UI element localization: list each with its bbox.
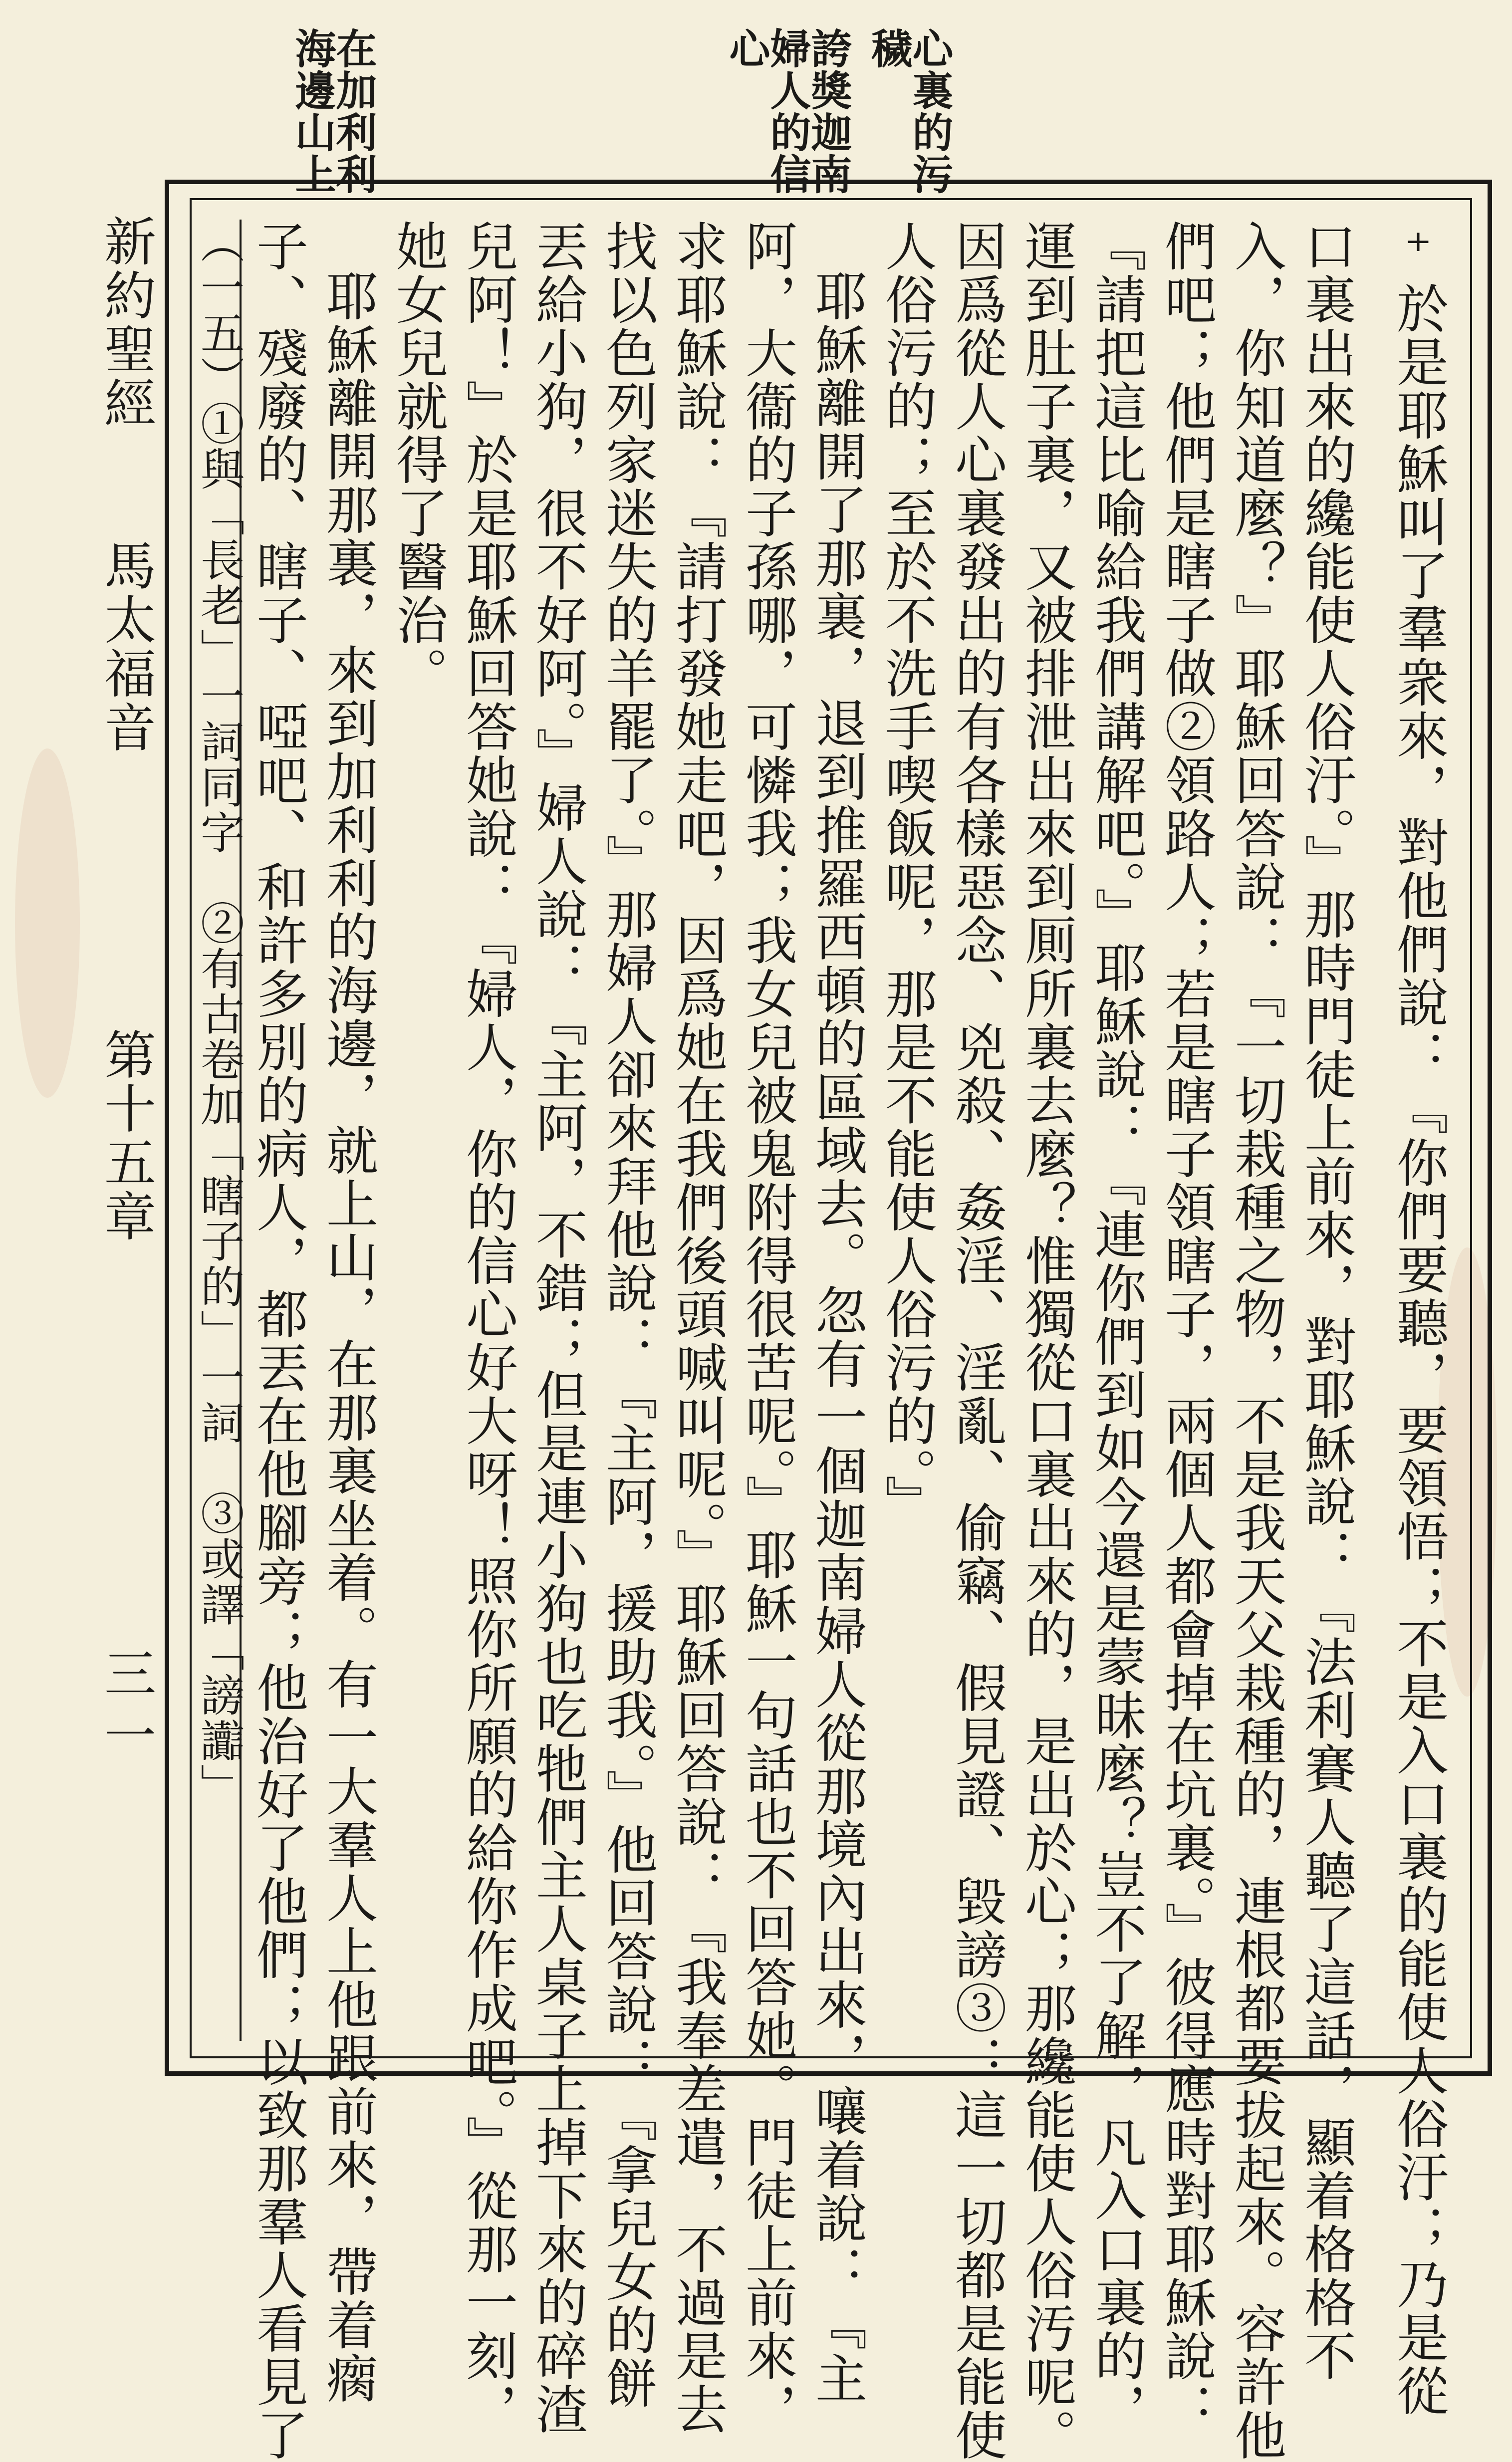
side-heading-line: 海邊山上 xyxy=(288,27,336,195)
side-heading-galilee-mountain xyxy=(288,27,377,195)
side-heading-line: 婦人的信 xyxy=(763,27,811,195)
body-line: 『請把這比喻給我們講解吧。』耶穌說：『連你們到如今還是蒙昧麼？豈不了解，凡入口裏的， xyxy=(1086,220,1147,2436)
footnote: （一五）①與「長老」一詞同字 ②有古卷加「瞎子的」一詞 ③或譯「謗讟」 xyxy=(194,220,245,1809)
side-heading-line: 誇獎迦南 xyxy=(804,27,852,195)
running-header-gospel: 馬太福音 xyxy=(95,539,156,754)
body-line: 口裏出來的纔能使人俗汙。』那時門徒上前來，對耶穌說：『法利賽人聽了這話，顯着格格不 xyxy=(1295,220,1356,2383)
page-number: 三一 xyxy=(95,1647,156,1770)
body-line: 運到肚子裏，又被排泄出來到厠所裏去麼？惟獨從口裏出來的，是出於心；那纔能使人俗汚呢。 xyxy=(1016,220,1077,2462)
side-heading-line: 心 xyxy=(723,27,770,69)
body-line: 找以色列家迷失的羊罷了。』那婦人卻來拜他說：『主阿，援助我。』他回答說：『拿兒女的餅 xyxy=(597,220,658,2410)
body-line: ⁺於是耶穌叫了羣衆來，對他們說：『你們要聽，要領悟；不是入口裏的能使人俗汙；乃是從 xyxy=(1388,220,1449,2418)
body-line: 求耶穌說：『請打發她走吧，因爲她在我們後頭喊叫呢。』耶穌回答說：『我奉差遣，不過是去 xyxy=(667,220,728,2436)
body-line: 人俗污的；至於不洗手喫飯呢，那是不能使人俗污的。』 xyxy=(876,220,937,1528)
side-heading-unclean-heart xyxy=(865,27,954,195)
side-heading-line: 心裏的污 xyxy=(906,27,954,195)
body-line: 入，你知道麼？』耶穌回答說：『一切栽種之物，不是我天父栽種的，連根都要拔起來。容許他 xyxy=(1226,220,1286,2462)
body-line: 耶穌離開了那裏，退到推羅西頓的區域去。忽有一個迦南婦人從那境內出來，嚷着說：『主 xyxy=(806,269,867,2405)
body-line: 阿，大衞的子孫哪，可憐我；我女兒被鬼附得很苦呢。』耶穌一句話也不回答她。門徒上前來， xyxy=(737,220,797,2436)
body-line: 子、殘廢的、瞎子、啞吧、和許多別的病人，都丟在他腳旁；他治好了他們；以致那羣人看見了 xyxy=(248,220,308,2462)
body-line: 兒阿！』於是耶穌回答她說：『婦人，你的信心好大呀！照你所願的給你作成吧。』從那一刻， xyxy=(457,220,518,2436)
running-header-chapter: 第十五章 xyxy=(95,1028,156,1243)
body-line: 耶穌離開那裏，來到加利利的海邊，就上山，在那裏坐着。有一大羣人上他跟前來，帶着瘸 xyxy=(317,269,378,2405)
body-line: 丟給小狗，很不好阿。』婦人說：『主阿，不錯；但是連小狗也吃牠們主人桌子上掉下來的碎渣 xyxy=(527,220,588,2436)
body-line: 她女兒就得了醫治。 xyxy=(387,220,448,700)
side-heading-line: 在加利利 xyxy=(329,27,377,195)
paper-stain xyxy=(15,748,80,1098)
side-heading-canaanite-woman xyxy=(723,27,852,195)
running-header-book: 新約聖經 xyxy=(95,215,156,430)
side-heading-line: 穢 xyxy=(865,27,913,69)
body-line: 們吧；他們是瞎子做②領路人；若是瞎子領瞎子，兩個人都會掉在坑裏。』彼得應時對耶穌說： xyxy=(1156,220,1217,2436)
body-line: 因爲從人心裏發出的有各樣惡念、兇殺、姦淫、淫亂、偷竊、假見證、毀謗③：這一切都是能使 xyxy=(946,220,1007,2462)
